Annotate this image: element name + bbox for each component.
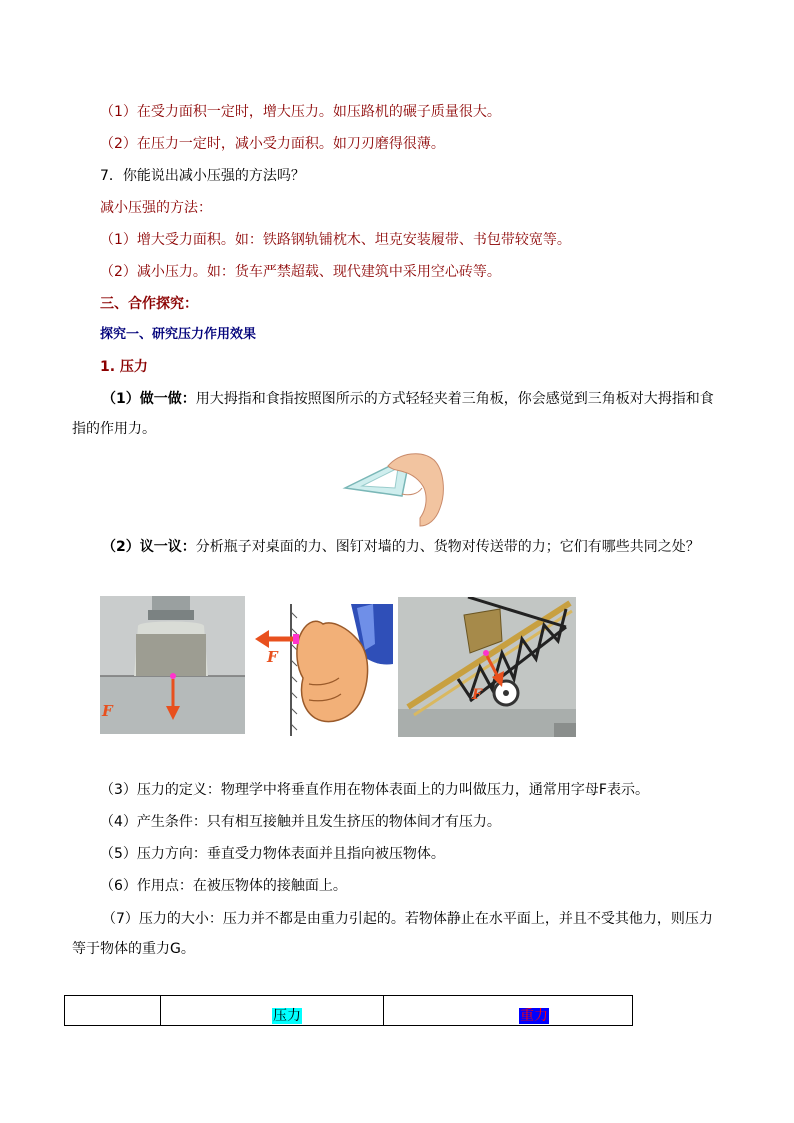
thumbtack-wall-image xyxy=(253,604,393,736)
table-cell-gravity xyxy=(384,996,633,1026)
pressure-highlight: 压力 xyxy=(273,1008,301,1024)
point-condition: （4）产生条件：只有相互接触并且发生挤压的物体间才有压力。 xyxy=(100,814,501,830)
point-direction: （5）压力方向：垂直受力物体表面并且指向被压物体。 xyxy=(100,846,445,862)
section-heading: 三、合作探究： xyxy=(100,296,198,312)
point-application: （6）作用点：在被压物体的接触面上。 xyxy=(100,878,347,894)
line-increase-force: （1）在受力面积一定时，增大压力。如压路机的碾子质量很大。 xyxy=(100,104,501,120)
conveyor-belt-image xyxy=(398,597,576,737)
methods-heading: 减小压强的方法： xyxy=(100,200,212,216)
question-7: 7．你能说出减小压强的方法吗？ xyxy=(100,168,305,184)
line-reduce-area: （2）在压力一定时，减小受力面积。如刀刃磨得很薄。 xyxy=(100,136,445,152)
point-definition: （3）压力的定义：物理学中将垂直作用在物体表面上的力叫做压力，通常用字母F表示。 xyxy=(100,782,649,798)
gravity-highlight: 重力 xyxy=(520,1008,548,1024)
line-increase-area: （1）增大受力面积。如：铁路钢轨铺枕木、坦克安装履带、书包带较宽等。 xyxy=(100,232,571,248)
point-magnitude: （7）压力的大小：压力并不都是由重力引起的。若物体静止在水平面上，并且不受其他力，则压力等于物体的重力G。 xyxy=(72,911,713,957)
comparison-table xyxy=(64,995,633,1026)
triangle-ruler-hand-image xyxy=(340,448,450,528)
item-do-it-text: 用大拇指和食指按照图所示的方式轻轻夹着三角板，你会感觉到三角板对大拇指和食指的作用力。 xyxy=(72,391,714,437)
item-discuss xyxy=(72,532,724,562)
force-label-thumbtack: F xyxy=(267,648,278,666)
force-label-bottle: F xyxy=(102,702,113,720)
item-discuss-label: （2）议一议： xyxy=(102,539,196,555)
item-discuss-text: 分析瓶子对桌面的力、图钉对墙的力、货物对传送带的力；它们有哪些共同之处？ xyxy=(195,539,700,555)
subsection-pressure: 1. 压力 xyxy=(100,359,148,375)
inquiry-heading: 探究一、研究压力作用效果 xyxy=(100,327,257,342)
line-decrease-force: （2）减小压力。如：货车严禁超载、现代建筑中采用空心砖等。 xyxy=(100,264,501,280)
force-label-conveyor: F xyxy=(472,687,482,703)
table-cell-blank xyxy=(65,996,161,1026)
item-do-it xyxy=(72,384,724,444)
table-cell-pressure xyxy=(161,996,384,1026)
item-do-it-label: （1）做一做： xyxy=(102,391,196,407)
table-row xyxy=(65,996,633,1026)
bottle-on-table-image xyxy=(100,596,245,734)
